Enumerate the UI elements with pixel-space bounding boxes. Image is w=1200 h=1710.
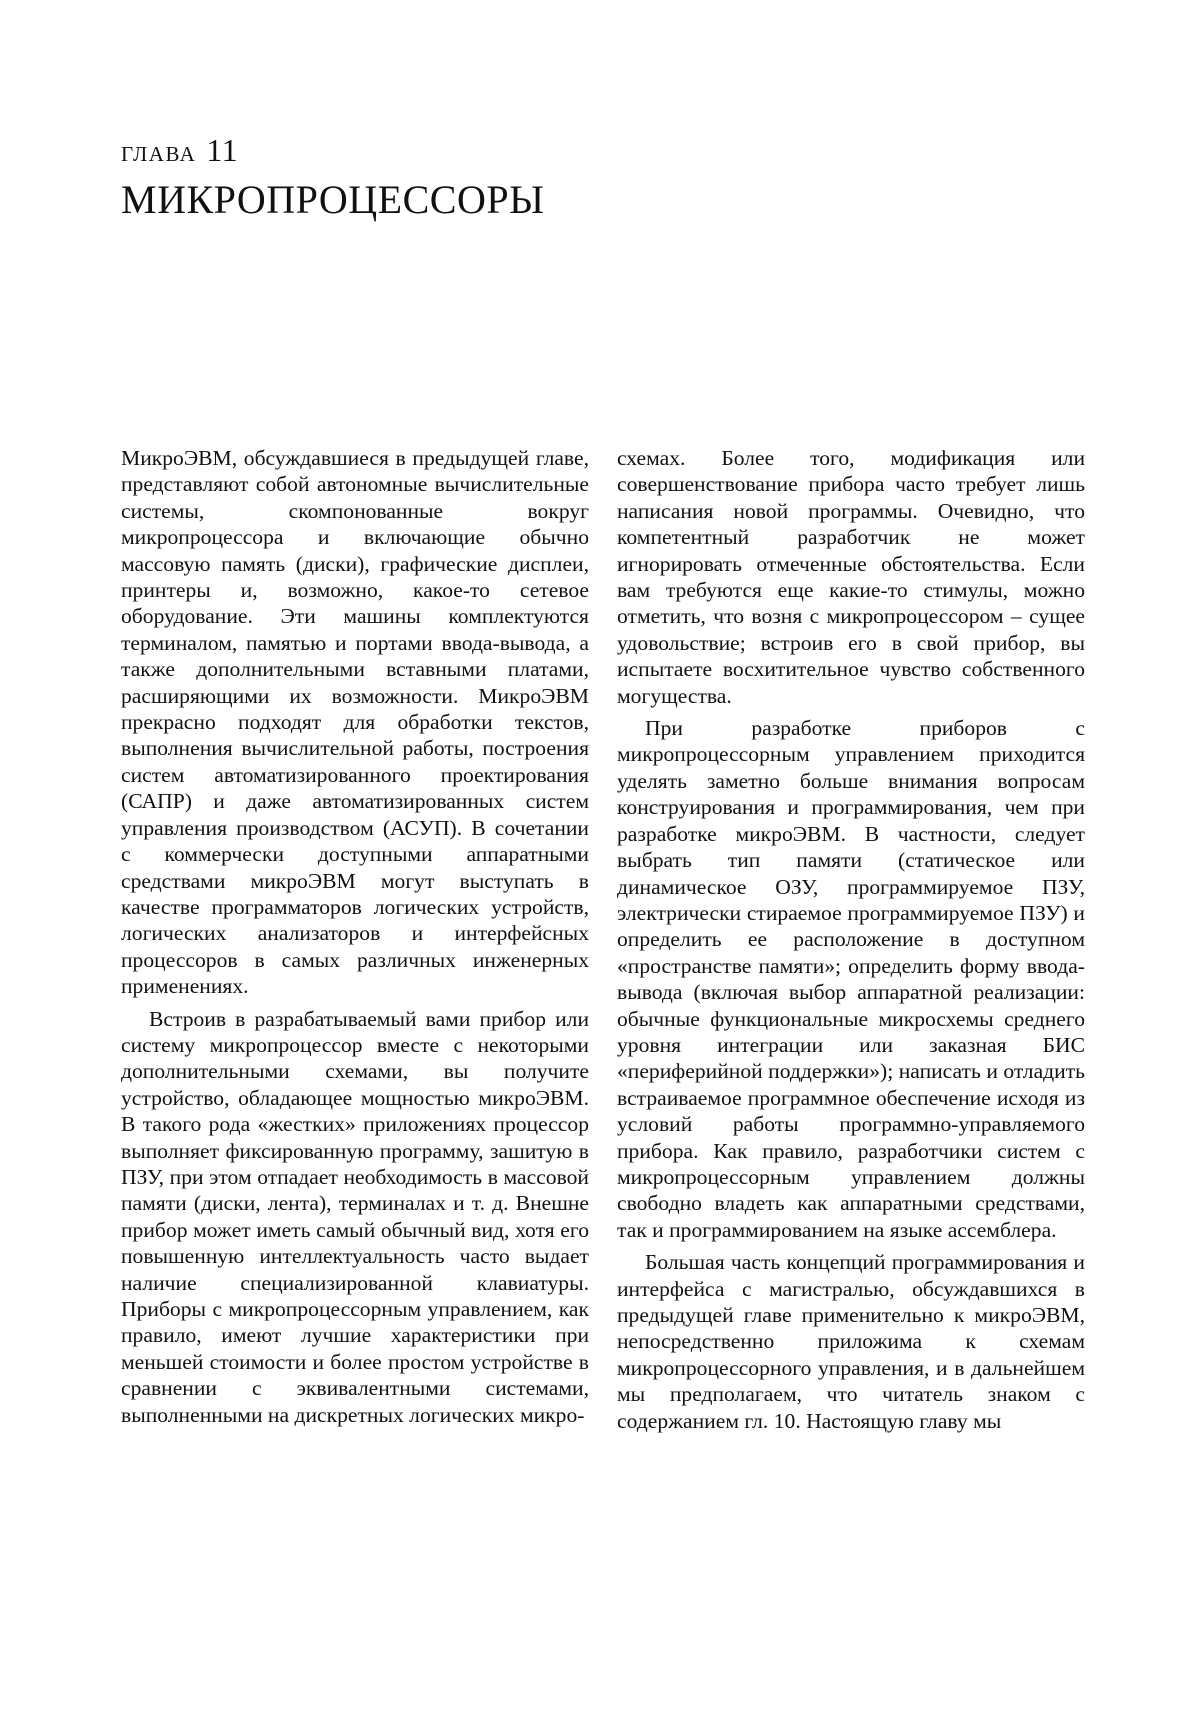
left-text-column — [121, 445, 589, 1428]
chapter-number: 11 — [206, 132, 239, 168]
right-text-column — [617, 445, 1085, 1434]
paragraph: МикроЭВМ, обсуждавшиеся в предыдущей главе, представляют собой автономные вычислительные системы, скомпонованные вокруг микропроцессора и включающие обычно массовую память (диски), графические дисплеи, принтеры и, возможно, какое-то сетевое оборудование. Эти машины комплектуются терминалом, памятью и портами ввода-вывода, а также дополнительными вставными платами, расширяющими их возможности. МикроЭВМ прекрасно подходят для обработки текстов, выполнения вычислительной работы, построения систем автоматизированного проектирования (САПР) и даже автоматизированных систем управления производством (АСУП). В сочетании с коммерчески доступными аппаратными средствами микроЭВМ могут выступать в качестве программаторов логических устройств, логических анализаторов и интерфейсных процессоров в самых различных инженерных применениях. — [121, 446, 589, 999]
chapter-label-word: ГЛАВА — [121, 142, 197, 166]
paragraph: схемах. Более того, модификация или совершенствование прибора часто требует лишь написания новой программы. Очевидно, что компетентный разработчик не может игнорировать отмеченные обстоятельства. Если вам требуются еще какие-то стимулы, можно отметить, что возня с микропроцессором – сущее удовольствие; встроив его в свой прибор, вы испытаете восхитительное чувство собственного могущества. — [617, 446, 1085, 708]
chapter-title: МИКРОПРОЦЕССОРЫ — [121, 177, 545, 222]
paragraph: При разработке приборов с микропроцессорным управлением приходится уделять заметно больше внимания вопросам конструирования и программирования, чем при разработке микроЭВМ. В частности, следует выбрать тип памяти (статическое или динамическое ОЗУ, программируемое ПЗУ, электрически стираемое программируемое ПЗУ) и определить ее расположение в доступном «пространстве памяти»; определить форму ввода-вывода (включая выбор аппаратной реализации: обычные функциональные микросхемы среднего уровня интеграции или заказная БИС «периферийной поддержки»); написать и отладить встраиваемое программное обеспечение исходя из условий работы программно-управляемого прибора. Как правило, разработчики систем с микропроцессорным управлением должны свободно владеть как аппаратными средствами, так и программированием на языке ассемблера. — [617, 716, 1085, 1242]
chapter-label — [121, 130, 238, 174]
paragraph: Большая часть концепций программирования и интерфейса с магистралью, обсуждавшихся в предыдущей главе применительно к микроЭВМ, непосредственно приложима к схемам микропроцессорного управления, и в дальнейшем мы предполагаем, что читатель знаком с содержанием гл. 10. Настоящую главу мы — [617, 1250, 1085, 1433]
paragraph: Встроив в разрабатываемый вами прибор или систему микропроцессор вместе с некоторыми дополнительными схемами, вы получите устройство, обладающее мощностью микроЭВМ. В такого рода «жестких» приложениях процессор выполняет фиксированную программу, зашитую в ПЗУ, при этом отпадает необходимость в массовой памяти (диски, лента), терминалах и т. д. Внешне прибор может иметь самый обычный вид, хотя его повышенную интеллектуальность часто выдает наличие специализированной клавиатуры. Приборы с микропроцессорным управлением, как правило, имеют лучшие характеристики при меньшей стоимости и более простом устройстве в сравнении с эквивалентными системами, выполненными на дискретных логических микро- — [121, 1006, 589, 1427]
